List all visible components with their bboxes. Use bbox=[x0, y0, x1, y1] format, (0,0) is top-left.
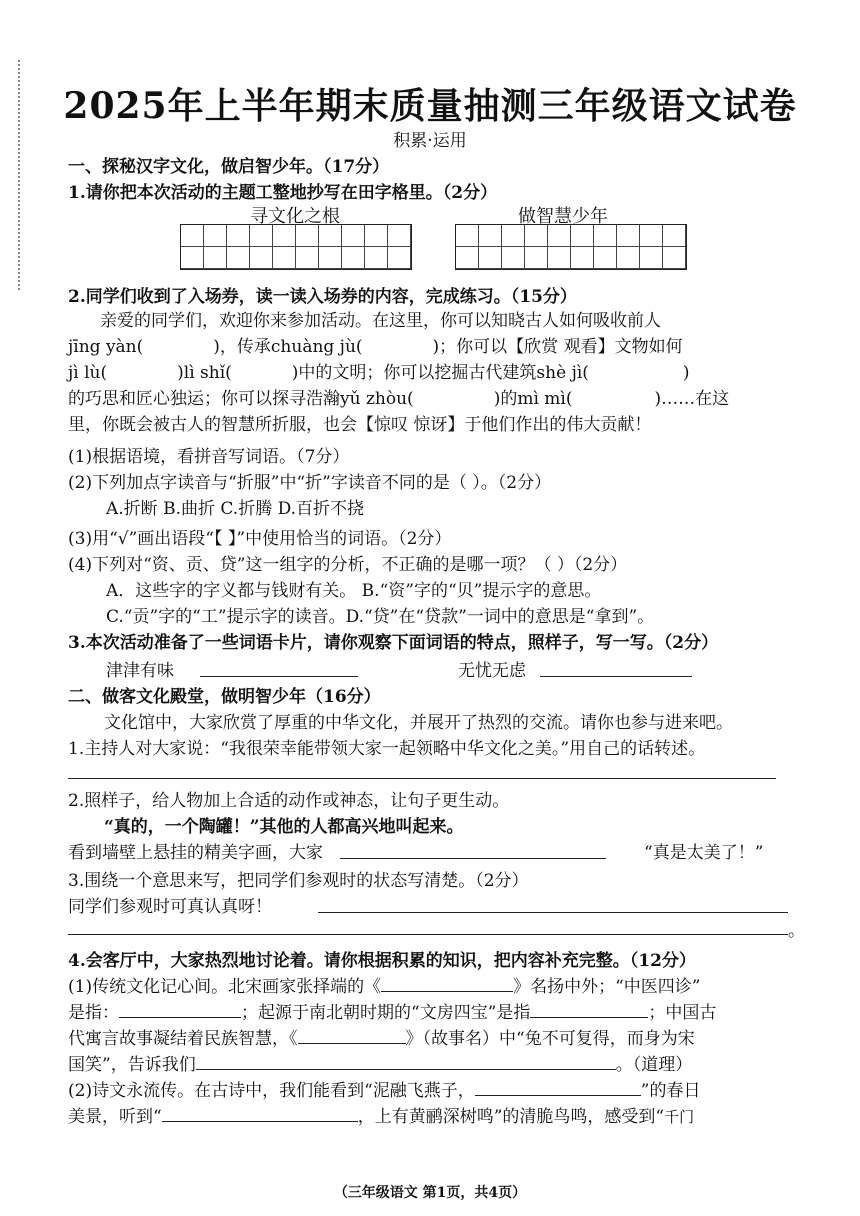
answer-line-word-1[interactable] bbox=[200, 676, 358, 677]
blank-painting[interactable] bbox=[381, 991, 513, 992]
page-title: 2025年上半年期末质量抽测三年级语文试卷 bbox=[63, 85, 797, 127]
page-subtitle: 积累·运用 bbox=[393, 131, 467, 151]
blank-poem-line-2[interactable] bbox=[162, 1121, 358, 1122]
question-4-line-6: 美景，听到“ ，上有黄鹂深树鸣”的清脆鸟鸣，感受到“千门 bbox=[68, 1107, 695, 1127]
grid-label-left: 寻文化之根 bbox=[250, 206, 340, 227]
question-2-2: (2)下列加点字读音与“折服”中“折”字读音不同的是（ ）。（2分） bbox=[68, 473, 552, 493]
answer-line-s2-q1[interactable] bbox=[68, 778, 776, 779]
passage-line-1: 亲爱的同学们，欢迎你来参加活动。在这里，你可以知晓古人如何吸收前人 bbox=[100, 311, 661, 331]
section-2-question-3-prompt: 同学们参观时可真认真呀！ bbox=[68, 897, 272, 917]
blank-story-name[interactable] bbox=[298, 1043, 406, 1044]
question-4-line-1: (1)传统文化记心间。北宋画家张择端的《 》名扬中外；“中医四诊” bbox=[68, 977, 701, 997]
section-1-heading: 一、探秘汉字文化，做启智少年。（17分） bbox=[68, 157, 390, 177]
section-2-question-2-prompt: 看到墙壁上悬挂的精美字画，大家 bbox=[68, 843, 323, 863]
answer-line-word-2[interactable] bbox=[540, 676, 692, 677]
question-2-4-options-cd: C.“贡”字的“工”提示字的读音。D.“贷”在“贷款”一词中的意思是“拿到”。 bbox=[106, 607, 655, 627]
passage-line-4: 的巧思和匠心独运；你可以探寻浩瀚yǔ zhòu( )的mì mì( )……在这 bbox=[68, 389, 730, 409]
blank-four-diagnoses[interactable] bbox=[119, 1017, 241, 1018]
passage-line-3: jì lù( )lì shǐ( )中的文明；你可以挖掘古代建筑shè jì( ) bbox=[68, 363, 690, 383]
question-4-line-3: 代寓言故事凝结着民族智慧，《 》（故事名）中“兔不可复得，而身为宋 bbox=[68, 1029, 695, 1049]
question-3: 3.本次活动准备了一些词语卡片，请你观察下面词语的特点，照样子，写一写。（2分） bbox=[68, 633, 719, 653]
passage-line-5: 里，你既会被古人的智慧所折服，也会【惊叹 惊讶】于他们作出的伟大贡献！ bbox=[68, 415, 652, 435]
question-4: 4.会客厅中，大家热烈地讨论着。请你根据积累的知识，把内容补充完整。（12分） bbox=[68, 951, 696, 971]
question-2: 2.同学们收到了入场券，读一读入场券的内容，完成练习。（15分） bbox=[68, 287, 577, 307]
section-2-question-2: 2.照样子，给人物加上合适的动作或神态，让句子更生动。 bbox=[68, 791, 510, 811]
section-2-question-3-period: 。 bbox=[788, 921, 805, 941]
grid-label-right: 做智慧少年 bbox=[518, 206, 608, 227]
question-1: 1.请你把本次活动的主题工整地抄写在田字格里。（2分） bbox=[68, 183, 498, 203]
word-card-2: 无忧无虑 bbox=[458, 661, 526, 681]
tianzige-grid-right[interactable] bbox=[455, 224, 687, 270]
passage-line-2: jīng yàn( )，传承chuàng jù( )；你可以【欣赏 观看】文物如何 bbox=[68, 337, 683, 357]
word-card-1: 津津有味 bbox=[106, 661, 174, 681]
section-2-heading: 二、做客文化殿堂，做明智少年（16分） bbox=[68, 687, 381, 707]
blank-moral[interactable] bbox=[196, 1069, 616, 1070]
section-2-question-1: 1.主持人对大家说：“我很荣幸能带领大家一起领略中华文化之美。”用自己的话转述。 bbox=[68, 739, 706, 759]
blank-poem-line-1[interactable] bbox=[475, 1095, 641, 1096]
section-2-question-2-quote: “真是太美了！” bbox=[644, 843, 764, 863]
answer-line-s2-q3-b[interactable] bbox=[68, 934, 788, 935]
page-footer: （三年级语文 第1页，共4页） bbox=[333, 1185, 527, 1201]
question-4-line-5: (2)诗文永流传。在古诗中，我们能看到“泥融飞燕子， ”的春日 bbox=[68, 1081, 701, 1101]
section-2-intro: 文化馆中，大家欣赏了厚重的中华文化，并展开了热烈的交流。请你也参与进来吧。 bbox=[104, 713, 733, 733]
question-2-3: (3)用“√”画出语段“【 】”中使用恰当的词语。（2分） bbox=[68, 529, 452, 549]
question-2-2-options: A.折断 B.曲折 C.折腾 D.百折不挠 bbox=[106, 499, 365, 519]
tianzige-grid-left[interactable] bbox=[180, 224, 412, 270]
question-2-1: (1)根据语境，看拼音写词语。（7分） bbox=[68, 447, 350, 467]
question-2-4: (4)下列对“资、贡、贷”这一组字的分析，不正确的是哪一项？（ ）（2分） bbox=[68, 555, 628, 575]
question-4-line-2: 是指： ；起源于南北朝时期的“文房四宝”是指 ；中国古 bbox=[68, 1003, 717, 1023]
section-2-question-2-example: “真的，一个陶罐！”其他的人都高兴地叫起来。 bbox=[104, 817, 464, 837]
question-2-4-options-ab: A．这些字的字义都与钱财有关。 B.“资”字的“贝”提示字的意思。 bbox=[106, 581, 602, 601]
blank-four-treasures[interactable] bbox=[530, 1017, 648, 1018]
question-4-line-4: 国笑”，告诉我们 。（道理） bbox=[68, 1055, 693, 1075]
answer-line-s2-q3-a[interactable] bbox=[318, 912, 788, 913]
answer-line-s2-q2[interactable] bbox=[340, 858, 606, 859]
section-2-question-3: 3.围绕一个意思来写，把同学们参观时的状态写清楚。（2分） bbox=[68, 871, 529, 891]
